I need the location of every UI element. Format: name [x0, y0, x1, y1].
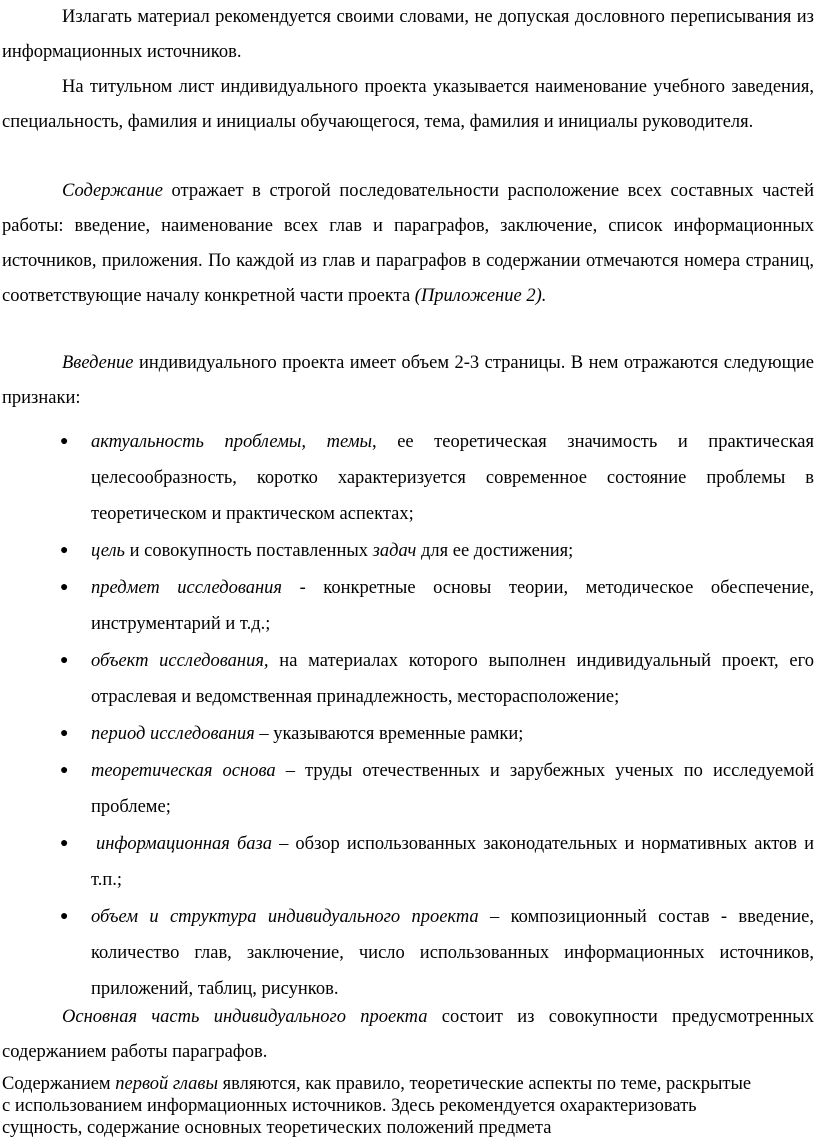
paragraph-own-words-text: Излагать материал рекомендуется своими словами, не допуская дословного переписывания из информационных источников. [2, 7, 814, 62]
list-item-text: - конкретные основы теории, методическое обеспечение, инструментарий и т.д.; [91, 578, 814, 634]
introduction-features-list [0, 424, 816, 1008]
paragraph-introduction [2, 346, 814, 416]
list-item-term: объем и структура индивидуального проекта [91, 907, 479, 927]
list-item [0, 826, 816, 898]
list-item-term: цель [91, 541, 125, 561]
list-item-text-2: для ее достижения; [416, 541, 574, 561]
list-item-text: на материалах которого выполнен индивидуальный проект, его отраслевая и ведомственная принадлежность, месторасположение; [91, 651, 814, 707]
list-item [0, 899, 816, 1007]
paragraph-first-chapter [2, 1073, 762, 1139]
introduction-term: Введение [62, 353, 134, 373]
list-item [0, 533, 816, 569]
list-item [0, 570, 816, 642]
paragraph-title-page-text: На титульном лист индивидуального проекта указывается наименование учебного заведения, специальность, фамилия и инициалы обучающегося, тема, фамилия и инициалы руководителя. [2, 77, 814, 132]
paragraph-main-part [2, 1000, 814, 1070]
bullet-icon: ● [60, 726, 69, 741]
list-item [0, 643, 816, 715]
bullet-icon: ● [60, 909, 69, 924]
first-chapter-text: являются, как правило, теоретические аспекты по теме, раскрытые с использованием информационных источников. Здесь рекомендуется охарактеризовать сущность, содержание основных теоретических положений предмета [2, 1074, 752, 1138]
list-item-term: предмет исследования [91, 578, 283, 598]
paragraph-own-words [2, 0, 814, 70]
list-item-term: объект исследования, [91, 651, 269, 671]
main-part-term: Основная часть индивидуального проекта [62, 1007, 428, 1027]
list-item-term: актуальность проблемы, темы [91, 432, 373, 452]
bullet-icon: ● [60, 543, 69, 558]
introduction-text: индивидуального проекта имеет объем 2-3 страницы. В нем отражаются следующие признаки: [2, 353, 814, 408]
bullet-icon: ● [60, 434, 69, 449]
list-item-term: теоретическая основа [91, 761, 276, 781]
first-chapter-term: первой главы [115, 1074, 218, 1094]
first-chapter-lead: Содержанием [2, 1074, 116, 1094]
bullet-icon: ● [60, 763, 69, 778]
list-item-text: – труды отечественных и зарубежных ученых по исследуемой проблеме; [91, 761, 814, 817]
list-item-text: – указываются временные рамки; [254, 724, 524, 744]
list-item-term: период исследования [91, 724, 255, 744]
list-item [0, 424, 816, 532]
contents-text: отражает в строгой последовательности расположение всех составных частей работы: введение, наименование всех глав и параграфов, заключение, список информационных источников, приложения. По каждой из глав и параграфов в содержании отмечаются номера страниц, соответствующие началу конкретной части проекта [2, 181, 814, 306]
contents-term: Содержание [62, 181, 163, 201]
list-item [0, 753, 816, 825]
paragraph-title-page [2, 70, 814, 140]
list-item-text: , ее теоретическая значимость и практическая целесообразность, коротко характеризуется современное состояние проблемы в теоретическом и практическом аспектах; [91, 432, 814, 524]
main-part-text: состоит из совокупности предусмотренных содержанием работы параграфов. [2, 1007, 814, 1062]
list-item-term-2: задач [372, 541, 417, 561]
bullet-icon: ● [60, 653, 69, 668]
list-item-text: и совокупность поставленных [124, 541, 373, 561]
list-item [0, 716, 816, 752]
list-item-term: информационная база [96, 834, 273, 854]
list-item-text: – композиционный состав - введение, количество глав, заключение, число использованных информационных источников, приложений, таблиц, рисунков. [91, 907, 814, 999]
appendix-reference: (Приложение 2). [414, 286, 547, 306]
bullet-icon: ● [60, 580, 69, 595]
bullet-icon: ● [60, 836, 69, 851]
list-item-text: – обзор использованных законодательных и нормативных актов и т.п.; [91, 834, 814, 890]
paragraph-contents [2, 174, 814, 314]
